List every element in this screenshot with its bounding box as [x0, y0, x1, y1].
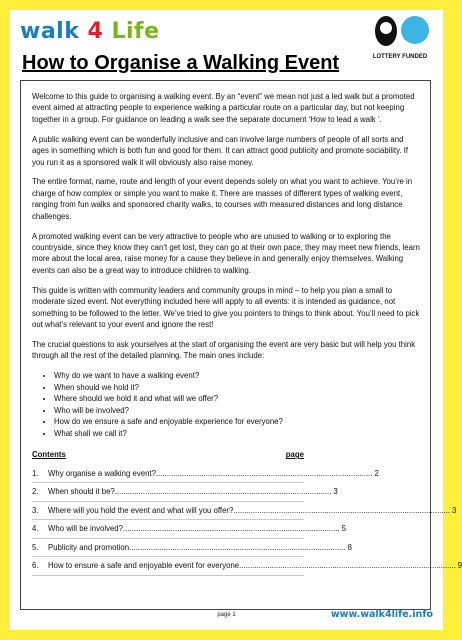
toc-label: Who will be involved? — [48, 524, 123, 534]
paragraph: The entire format, name, route and length of your event depends solely on what you want to achieve. You’re in charge of how complex or simple you want to make it. There are masses of different types of walking event, ranging from fun walks and sponsored charity walks, to courses with measured distances and long distance challenges. — [32, 177, 413, 221]
toc-item[interactable] — [32, 465, 379, 484]
toc-label: When should it be? — [48, 487, 115, 497]
toc-item[interactable] — [32, 557, 462, 576]
paragraph: This guide is written with community leaders and community groups in mind – to help you plan a small to moderate sized event. Not everything included here will apply to all events: it is intended as guidance, not something to be followed to the letter. We’ve tried to give you pointers to things to think about. You’ll need to pick out what’s relevant to your event and ignore the rest! — [32, 285, 420, 329]
lottery-funded-label: LOTTERY FUNDED — [372, 54, 428, 60]
list-item: • When should we hold it? — [54, 382, 422, 394]
list-item: • Where should we hold it and what will we offer? — [54, 393, 422, 405]
toc-item[interactable] — [32, 520, 346, 539]
toc-number: 3. — [32, 505, 39, 515]
toc-item[interactable] — [32, 539, 353, 558]
lottery-circle-icon — [401, 16, 429, 44]
toc-label: How to ensure a safe and enjoyable event for everyone — [48, 561, 240, 571]
toc-leader: .................................................................................................... — [155, 468, 373, 478]
page-number: page 1 — [217, 612, 236, 618]
toc-number: 6. — [32, 561, 39, 571]
toc-leader: .................................................................................................... — [233, 505, 450, 515]
toc-page: 9 — [457, 561, 462, 571]
walk4life-logo — [20, 18, 160, 46]
intro-paragraph: Welcome to this guide to organising a walking event. By an “event” we mean not just a led walk but a promoted event aimed at attracting people to experience walking a particular route on a particular day, but not keeping together in a group. For guidance on leading a walk see the separate document ‘How to lead a walk ’. — [32, 92, 415, 124]
toc-leader: .................................................................................................... — [122, 524, 340, 534]
logo-life: Life — [111, 19, 160, 44]
list-item: • What shall we call it? — [54, 428, 422, 440]
contents-header — [32, 449, 304, 460]
content-box — [20, 80, 462, 610]
questions-list — [32, 370, 422, 439]
page-title: How to Organise a Walking Event — [22, 52, 340, 74]
document-page — [10, 10, 462, 630]
crossed-fingers-icon — [375, 16, 397, 46]
lottery-funded-logo — [365, 14, 435, 60]
toc-page: 3 — [451, 505, 457, 515]
toc-item[interactable] — [32, 483, 338, 502]
contents-page-heading: page — [285, 450, 304, 460]
toc-leader: .................................................................................................... — [129, 542, 346, 552]
toc-label: Where will you hold the event and what will you offer? — [48, 505, 234, 515]
toc-number: 1. — [32, 468, 39, 478]
website-link[interactable]: www.walk4life.info — [330, 609, 433, 620]
toc-number: 2. — [32, 487, 39, 497]
list-item: • Who will be involved? — [54, 405, 422, 417]
toc-page: 8 — [347, 542, 353, 552]
toc-label: Publicity and promotion — [48, 542, 130, 552]
paragraph: A promoted walking event can be very attractive to people who are unused to walking or to exploring the countryside, since they know they can’t get lost, they can go at their own pace, they may meet new friends, learn more about the local area, raise money for a cause they believe in and generally enjoy themselves. Walking events can also be a great way to introduce children to walking. — [32, 231, 420, 275]
toc-page: 2 — [374, 468, 379, 478]
toc-number: 4. — [32, 524, 39, 534]
logo-walk: walk — [20, 19, 80, 44]
toc-leader: .................................................................................................... — [239, 561, 456, 571]
toc-item[interactable] — [32, 502, 457, 521]
toc-page: 3 — [333, 487, 338, 497]
content-body — [32, 91, 462, 576]
logo-four: 4 — [87, 19, 104, 44]
list-item: • How do we ensure a safe and enjoyable experience for everyone? — [54, 416, 422, 428]
toc-leader: .................................................................................................... — [114, 487, 332, 497]
contents-heading: Contents — [32, 450, 66, 460]
toc-page: 5 — [341, 524, 346, 534]
toc-number: 5. — [32, 542, 39, 552]
paragraph: A public walking event can be wonderfully inclusive and can involve large numbers of people of all sorts and ages in something which is both fun and good for them. It can attract good publicity and promote sociability. If you run it as a sponsored walk it will obviously also raise money. — [32, 134, 409, 167]
toc-label: Why organise a walking event? — [48, 468, 156, 478]
paragraph: The crucial questions to ask yourselves at the start of organising the event are very basic but will help you think through all the rest of the detailed planning. The main ones include: — [32, 339, 416, 361]
list-item: • Why do we want to have a walking event? — [54, 370, 422, 382]
